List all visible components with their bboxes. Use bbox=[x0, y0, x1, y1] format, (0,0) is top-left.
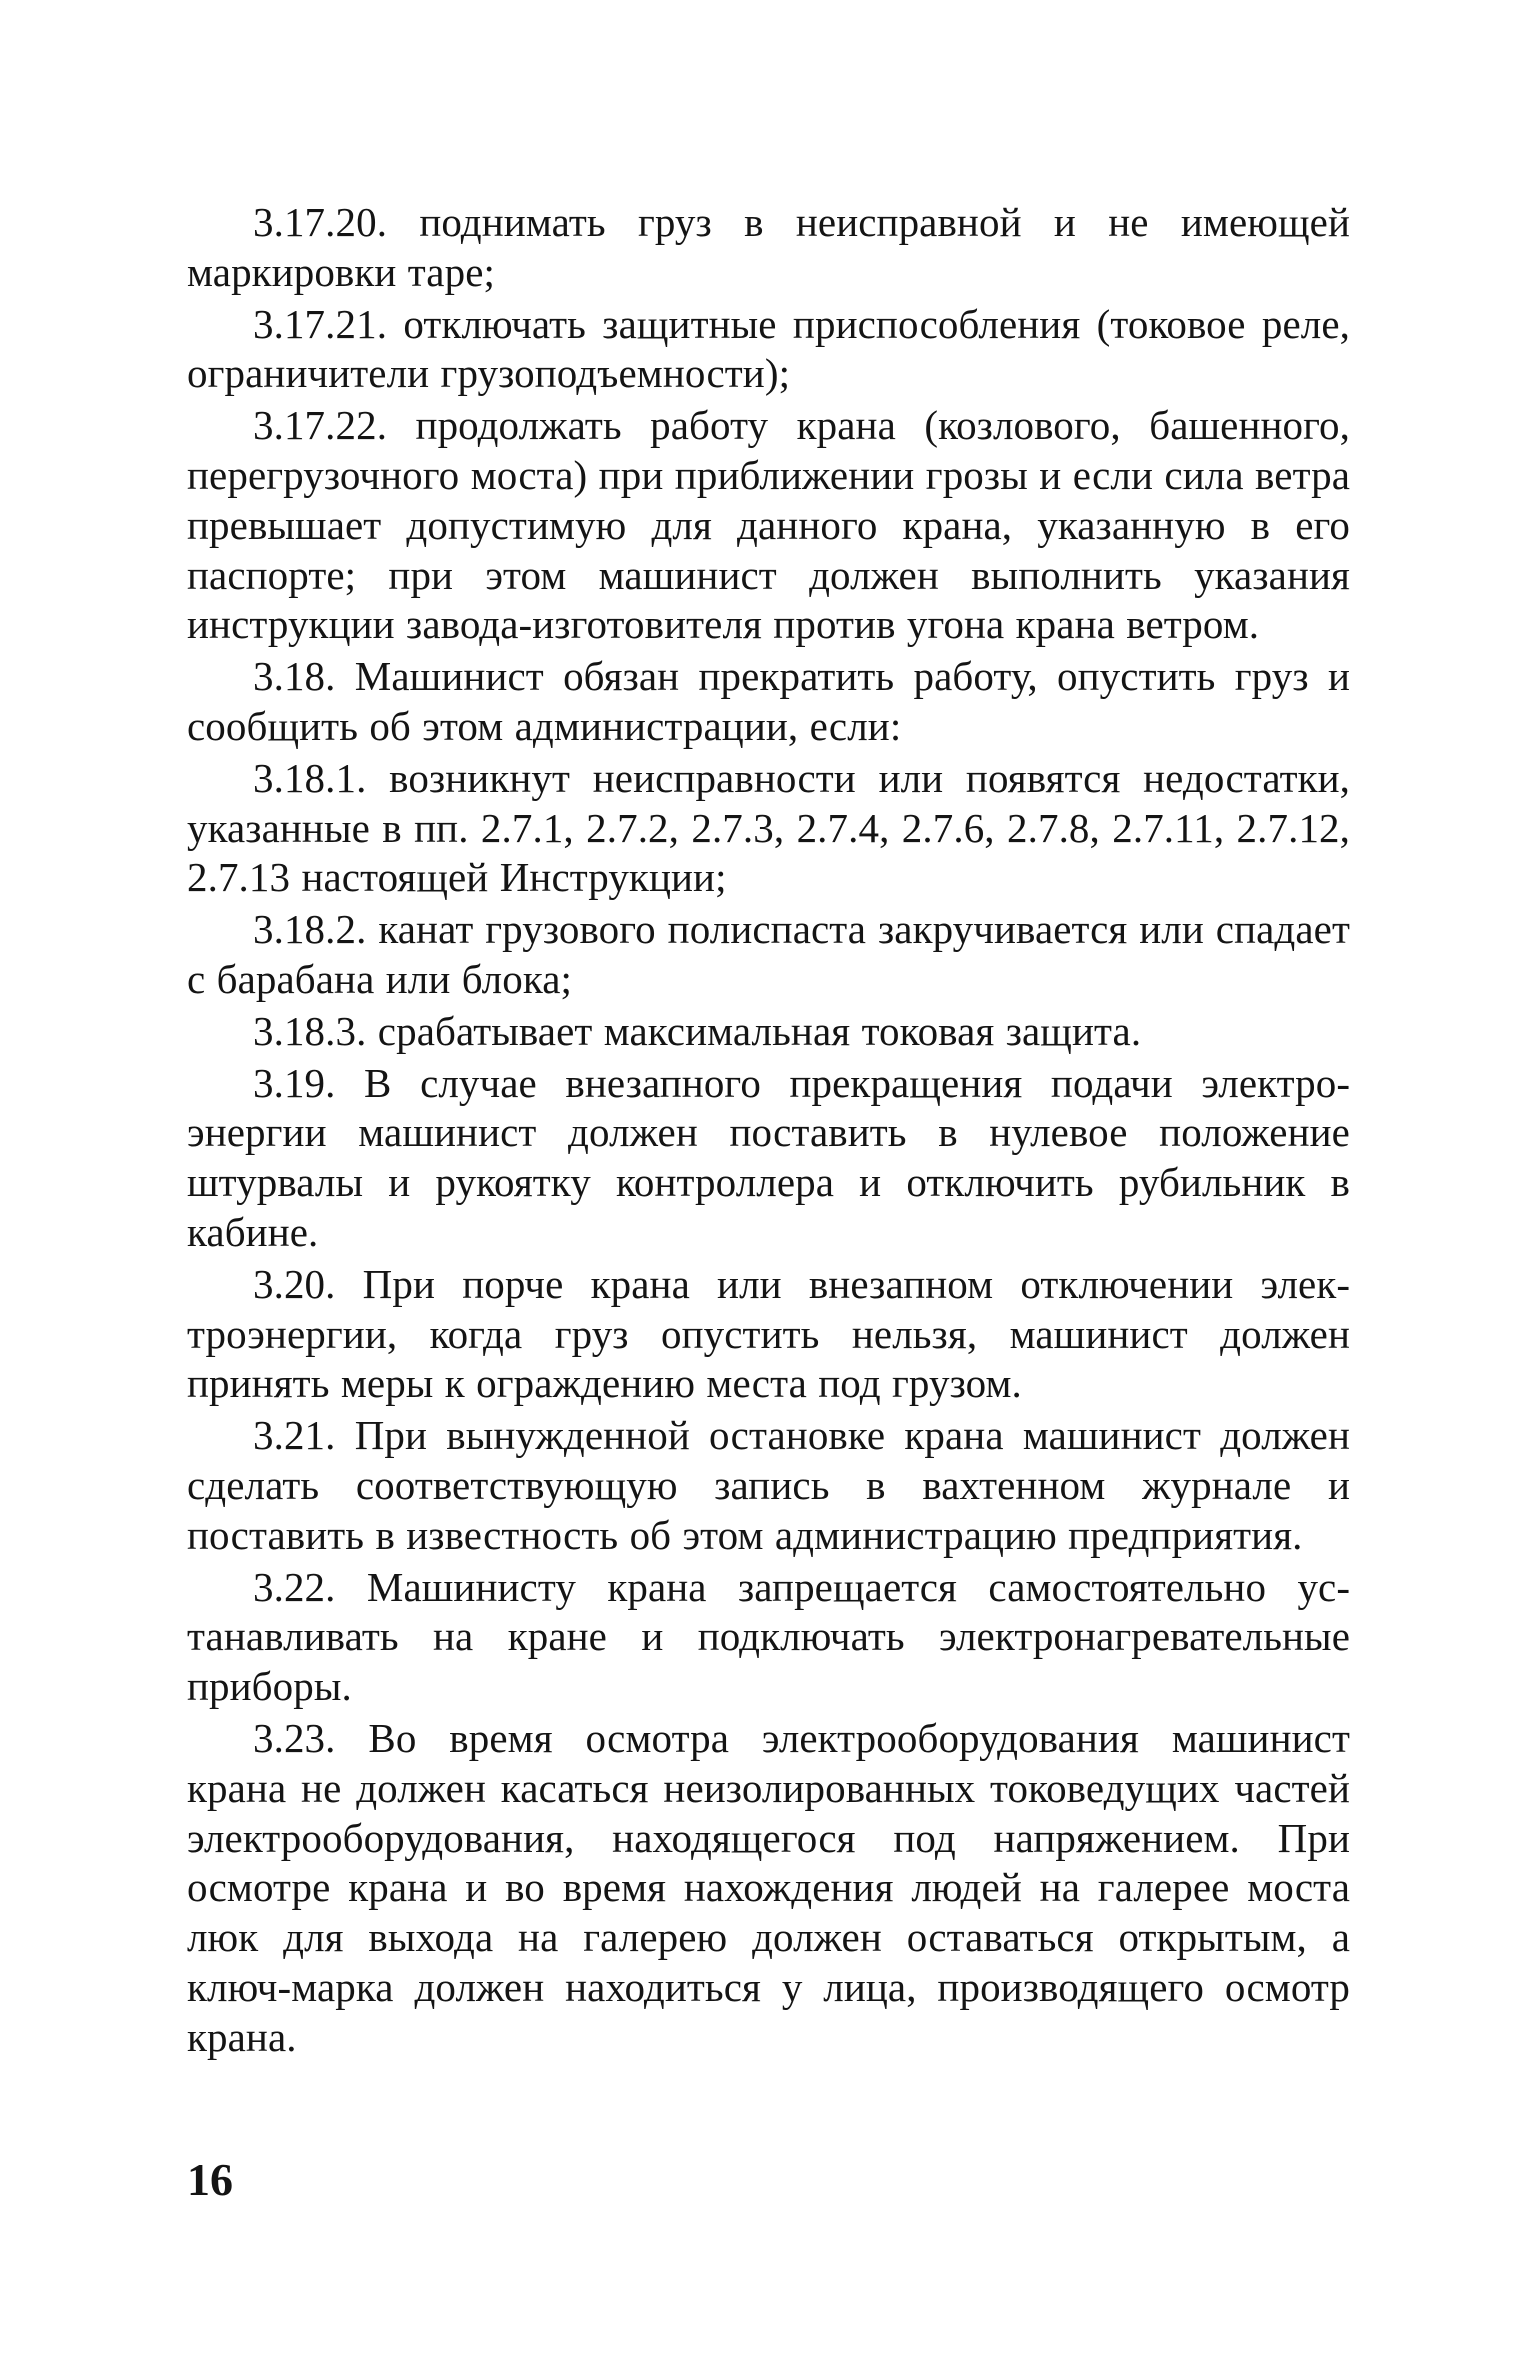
paragraph-3-18-2: 3.18.2. канат грузового полиспаста закручивается или спадает с барабана или блока; bbox=[187, 906, 1350, 1002]
text-column bbox=[187, 198, 1350, 2064]
paragraph-3-18-3: 3.18.3. срабатывает максимальная токовая защита. bbox=[253, 1007, 1142, 1054]
page-number: 16 bbox=[187, 2154, 233, 2205]
paragraph-3-20: 3.20. При порче крана или внезапном отключении электроэнергии, когда груз опустить нельзя, машинист должен принять меры к ограждению места под грузом. bbox=[187, 1260, 1350, 1407]
paragraph-3-19: 3.19. В случае внезапного прекращения подачи электроэнергии машинист должен поставить в нулевое положение штурвалы и рукоятку контроллера и отключить рубильник в кабине. bbox=[187, 1059, 1350, 1255]
paragraph-3-23: 3.23. Во время осмотра электрооборудования машинист крана не должен касаться неизолированных токоведущих частей электрооборудования, находящегося под напряжением. При осмотре крана и во время нахождения людей на галерее моста люк для выхода на галерею должен оставаться открытым, а ключ-марка должен находиться у лица, производящего осмотр крана. bbox=[187, 1714, 1350, 2060]
paragraph-3-17-20: 3.17.20. поднимать груз в неисправной и не имеющей маркировки таре; bbox=[187, 199, 1350, 295]
paragraph-3-22: 3.22. Машинисту крана запрещается самостоятельно устанавливать на кране и подключать электронагревательные приборы. bbox=[187, 1563, 1350, 1710]
paragraph-3-21: 3.21. При вынужденной остановке крана машинист должен сделать соответствующую запись в вахтенном журнале и поставить в известность об этом администрацию предприятия. bbox=[187, 1412, 1350, 1558]
paragraph-3-17-21: 3.17.21. отключать защитные приспособления (токовое реле, ограничители грузоподъемности); bbox=[187, 300, 1350, 397]
paragraph-3-18-1: 3.18.1. возникнут неисправности или появятся недостатки, указанные в пп. 2.7.1, 2.7.2, 2.7.3, 2.7.4, 2.7.6, 2.7.8, 2.7.11, 2.7.12, 2.7.13 настоящей Инструкции; bbox=[187, 754, 1350, 901]
paragraph-3-17-22: 3.17.22. продолжать работу крана (козлового, башенного, перегрузочного моста) при приближении грозы и если сила ветра превышает допустимую для данного крана, указанную в его паспорте; при этом машинист должен выполнить указания инструкции завода-изготовителя против угона крана ветром. bbox=[187, 402, 1350, 648]
paragraph-3-18: 3.18. Машинист обязан прекратить работу, опустить груз и сообщить об этом администрации, если: bbox=[187, 653, 1350, 749]
